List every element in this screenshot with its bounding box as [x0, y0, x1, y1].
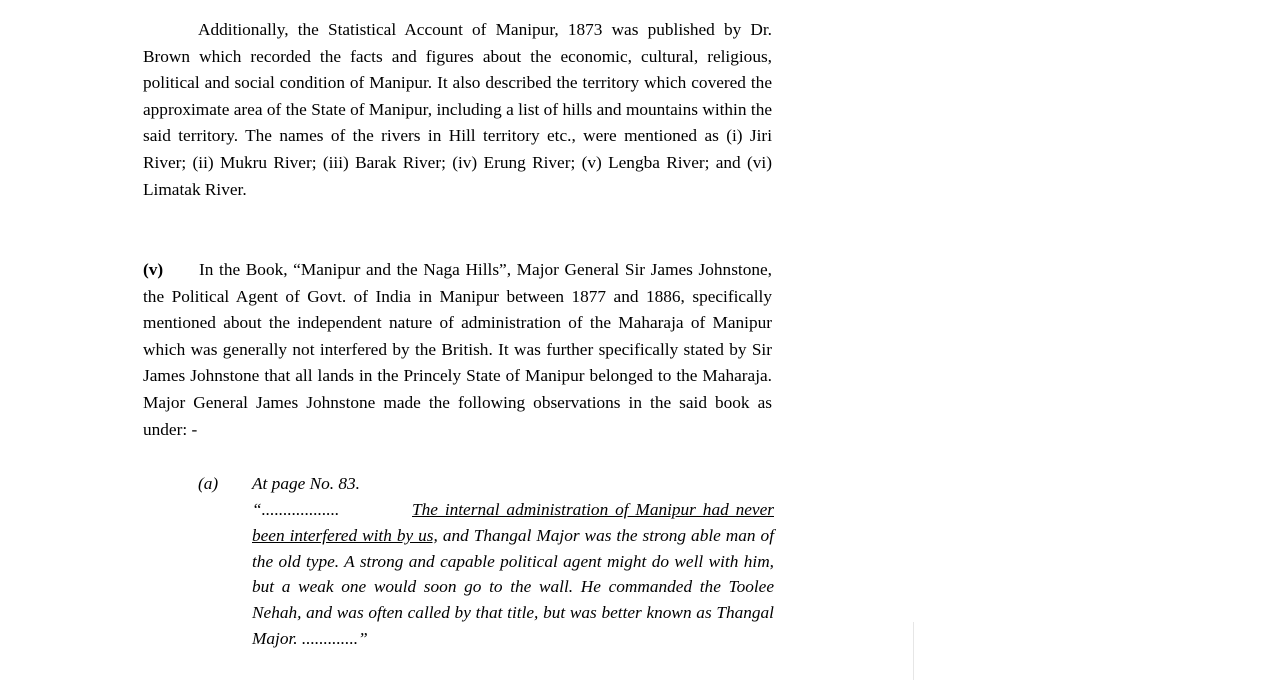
quote-label: (a)	[198, 474, 219, 493]
quote-underlined-text: The internal administration of Manipur had never been interfered with by us,	[252, 500, 774, 545]
quote-heading: At page No. 83.	[252, 474, 360, 493]
quote-leading-ellipsis: “..................	[252, 500, 340, 519]
quote-body	[252, 497, 774, 652]
paragraph-statistical-account-text: Additionally, the Statistical Account of Manipur, 1873 was published by Dr. Brown which recorded the facts and figures about the economic, cultural, religious, political and social condition of Manipur. It also described the territory which covered the approximate area of the State of Manipur, including a list of hills and mountains within the said territory. The names of the rivers in Hill territory etc., were mentioned as (i) Jiri River; (ii) Mukru River; (iii) Barak River; (iv) Erung River; (v) Lengba River; and (vi) Limatak River.	[143, 20, 772, 199]
quote-remaining-text: and Thangal Major was the strong able man of the old type. A strong and capable political agent might do well with him, but a weak one would soon go to the wall. He commanded the Toolee Nehah, and was often called by that title, but was better known as Thangal Major. .............”	[252, 525, 774, 648]
paragraph-johnstone-book-text: In the Book, “Manipur and the Naga Hills”, Major General Sir James Johnstone, the Political Agent of Govt. of India in Manipur between 1877 and 1886, specifically mentioned about the independent nature of administration of the Maharaja of Manipur which was generally not interfered by the British. It was further specifically stated by Sir James Johnstone that all lands in the Princely State of Manipur belonged to the Maharaja. Major General James Johnstone made the following observations in the said book as under: -	[143, 260, 772, 439]
scan-edge-line	[913, 622, 914, 680]
paragraph-statistical-account	[143, 17, 772, 203]
paragraph-label: (v)	[143, 260, 164, 279]
paragraph-johnstone-book	[143, 257, 772, 443]
